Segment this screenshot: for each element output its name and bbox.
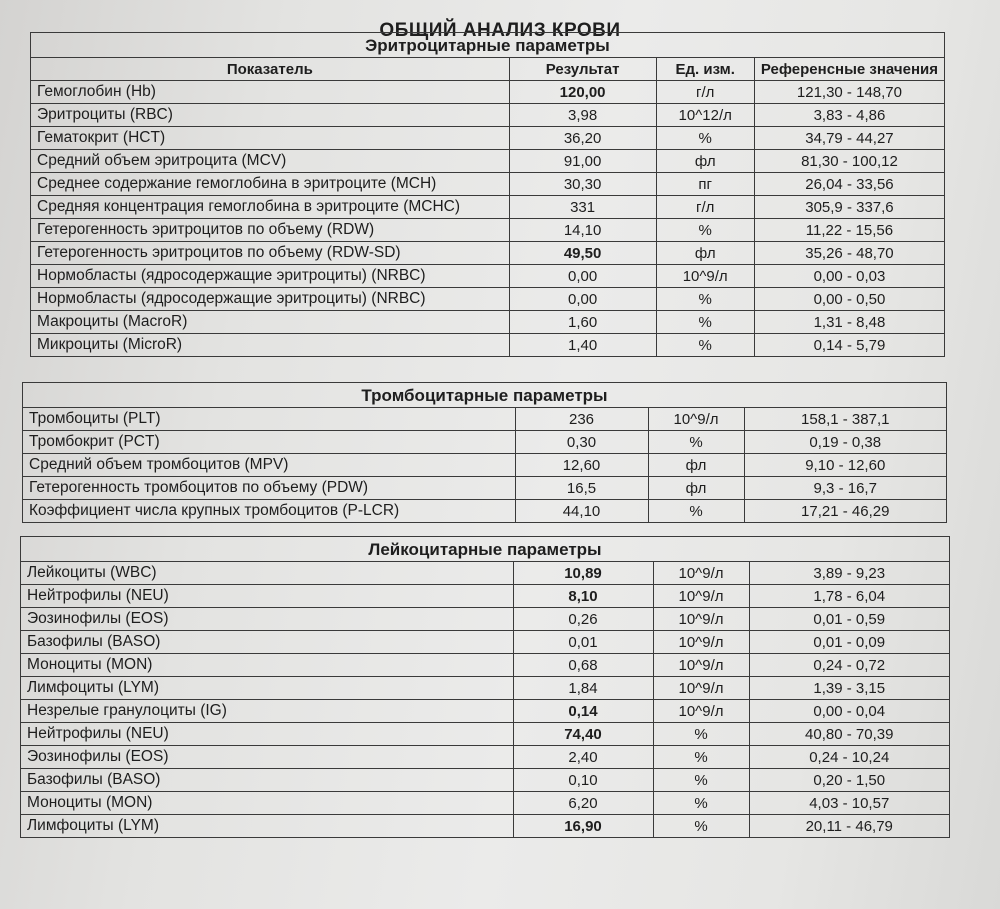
col-header-indicator: Показатель — [31, 58, 509, 81]
unit-cell: фл — [648, 454, 744, 477]
unit-cell: % — [656, 311, 754, 334]
unit-cell: 10^9/л — [653, 677, 749, 700]
result-cell: 16,5 — [515, 477, 648, 500]
result-cell: 1,60 — [509, 311, 656, 334]
result-cell: 8,10 — [513, 585, 653, 608]
table-row — [21, 631, 949, 654]
result-cell: 44,10 — [515, 500, 648, 523]
indicator-cell: Гематокрит (HCT) — [31, 127, 509, 150]
reference-cell: 1,39 - 3,15 — [749, 677, 949, 700]
reference-cell: 1,78 - 6,04 — [749, 585, 949, 608]
table-row — [23, 408, 946, 431]
indicator-cell: Гетерогенность эритроцитов по объему (RDW-SD) — [31, 242, 509, 265]
result-cell: 0,68 — [513, 654, 653, 677]
unit-cell: 10^9/л — [653, 631, 749, 654]
result-cell: 1,84 — [513, 677, 653, 700]
reference-cell: 34,79 - 44,27 — [754, 127, 944, 150]
result-cell: 331 — [509, 196, 656, 219]
reference-cell: 9,3 - 16,7 — [744, 477, 946, 500]
indicator-cell: Средняя концентрация гемоглобина в эритроците (MCHC) — [31, 196, 509, 219]
result-cell: 120,00 — [509, 81, 656, 104]
unit-cell: % — [653, 746, 749, 769]
section-erythrocyte — [30, 32, 945, 357]
result-cell: 74,40 — [513, 723, 653, 746]
indicator-cell: Эозинофилы (EOS) — [21, 746, 513, 769]
unit-cell: % — [653, 723, 749, 746]
result-cell: 30,30 — [509, 173, 656, 196]
indicator-cell: Эритроциты (RBC) — [31, 104, 509, 127]
reference-cell: 0,00 - 0,04 — [749, 700, 949, 723]
indicator-cell: Макроциты (MacroR) — [31, 311, 509, 334]
table-row — [21, 677, 949, 700]
results-table — [21, 561, 949, 837]
table-row — [31, 311, 944, 334]
table-row — [31, 173, 944, 196]
result-cell: 6,20 — [513, 792, 653, 815]
unit-cell: % — [653, 769, 749, 792]
reference-cell: 0,00 - 0,50 — [754, 288, 944, 311]
result-cell: 2,40 — [513, 746, 653, 769]
indicator-cell: Тромбоциты (PLT) — [23, 408, 515, 431]
unit-cell: % — [648, 500, 744, 523]
reference-cell: 305,9 - 337,6 — [754, 196, 944, 219]
reference-cell: 17,21 - 46,29 — [744, 500, 946, 523]
table-row — [31, 196, 944, 219]
reference-cell: 3,83 - 4,86 — [754, 104, 944, 127]
indicator-cell: Коэффициент числа крупных тромбоцитов (P-LCR) — [23, 500, 515, 523]
result-cell: 0,01 — [513, 631, 653, 654]
result-cell: 16,90 — [513, 815, 653, 838]
table-row — [23, 431, 946, 454]
result-cell: 49,50 — [509, 242, 656, 265]
table-row — [21, 769, 949, 792]
reference-cell: 26,04 - 33,56 — [754, 173, 944, 196]
reference-cell: 0,00 - 0,03 — [754, 265, 944, 288]
result-cell: 3,98 — [509, 104, 656, 127]
indicator-cell: Моноциты (MON) — [21, 792, 513, 815]
indicator-cell: Микроциты (MicroR) — [31, 334, 509, 357]
unit-cell: % — [656, 127, 754, 150]
reference-cell: 0,01 - 0,59 — [749, 608, 949, 631]
section-platelet — [22, 382, 947, 523]
table-row — [21, 792, 949, 815]
col-header-reference: Референсные значения — [754, 58, 944, 81]
reference-cell: 4,03 - 10,57 — [749, 792, 949, 815]
table-row — [31, 288, 944, 311]
indicator-cell: Нейтрофилы (NEU) — [21, 585, 513, 608]
result-cell: 236 — [515, 408, 648, 431]
result-cell: 36,20 — [509, 127, 656, 150]
indicator-cell: Лимфоциты (LYM) — [21, 815, 513, 838]
result-cell: 14,10 — [509, 219, 656, 242]
section-title: Тромбоцитарные параметры — [361, 386, 608, 405]
reference-cell: 0,01 - 0,09 — [749, 631, 949, 654]
indicator-cell: Нормобласты (ядросодержащие эритроциты) (NRBC) — [31, 288, 509, 311]
table-row — [31, 334, 944, 357]
table-header-row — [31, 58, 944, 81]
table-row — [21, 562, 949, 585]
table-row — [21, 608, 949, 631]
result-cell: 12,60 — [515, 454, 648, 477]
unit-cell: фл — [656, 242, 754, 265]
reference-cell: 3,89 - 9,23 — [749, 562, 949, 585]
unit-cell: % — [653, 815, 749, 838]
unit-cell: 10^9/л — [648, 408, 744, 431]
indicator-cell: Незрелые гранулоциты (IG) — [21, 700, 513, 723]
reference-cell: 40,80 - 70,39 — [749, 723, 949, 746]
indicator-cell: Моноциты (MON) — [21, 654, 513, 677]
col-header-result: Результат — [509, 58, 656, 81]
indicator-cell: Среднее содержание гемоглобина в эритроците (MCH) — [31, 173, 509, 196]
result-cell: 1,40 — [509, 334, 656, 357]
indicator-cell: Гетерогенность тромбоцитов по объему (PDW) — [23, 477, 515, 500]
indicator-cell: Нормобласты (ядросодержащие эритроциты) (NRBC) — [31, 265, 509, 288]
indicator-cell: Лейкоциты (WBC) — [21, 562, 513, 585]
unit-cell: пг — [656, 173, 754, 196]
reference-cell: 9,10 - 12,60 — [744, 454, 946, 477]
indicator-cell: Средний объем тромбоцитов (MPV) — [23, 454, 515, 477]
indicator-cell: Средний объем эритроцита (MCV) — [31, 150, 509, 173]
unit-cell: % — [656, 334, 754, 357]
unit-cell: г/л — [656, 196, 754, 219]
unit-cell: 10^9/л — [653, 700, 749, 723]
indicator-cell: Нейтрофилы (NEU) — [21, 723, 513, 746]
table-row — [23, 454, 946, 477]
table-row — [31, 150, 944, 173]
table-row — [31, 219, 944, 242]
section-title: Эритроцитарные параметры — [365, 36, 610, 55]
reference-cell: 0,20 - 1,50 — [749, 769, 949, 792]
unit-cell: фл — [648, 477, 744, 500]
unit-cell: % — [656, 288, 754, 311]
reference-cell: 35,26 - 48,70 — [754, 242, 944, 265]
reference-cell: 158,1 - 387,1 — [744, 408, 946, 431]
unit-cell: 10^9/л — [653, 654, 749, 677]
table-row — [23, 500, 946, 523]
unit-cell: % — [653, 792, 749, 815]
result-cell: 0,14 — [513, 700, 653, 723]
reference-cell: 81,30 - 100,12 — [754, 150, 944, 173]
table-row — [23, 477, 946, 500]
result-cell: 0,00 — [509, 288, 656, 311]
indicator-cell: Эозинофилы (EOS) — [21, 608, 513, 631]
table-row — [21, 815, 949, 838]
indicator-cell: Тромбокрит (PCT) — [23, 431, 515, 454]
unit-cell: 10^9/л — [653, 562, 749, 585]
reference-cell: 1,31 - 8,48 — [754, 311, 944, 334]
results-table — [23, 407, 946, 522]
result-cell: 91,00 — [509, 150, 656, 173]
reference-cell: 121,30 - 148,70 — [754, 81, 944, 104]
section-title: Лейкоцитарные параметры — [368, 540, 602, 559]
results-table — [31, 57, 944, 356]
table-row — [31, 81, 944, 104]
reference-cell: 0,19 - 0,38 — [744, 431, 946, 454]
unit-cell: г/л — [656, 81, 754, 104]
result-cell: 0,00 — [509, 265, 656, 288]
indicator-cell: Гетерогенность эритроцитов по объему (RDW) — [31, 219, 509, 242]
unit-cell: 10^9/л — [656, 265, 754, 288]
indicator-cell: Базофилы (BASO) — [21, 631, 513, 654]
reference-cell: 0,24 - 10,24 — [749, 746, 949, 769]
result-cell: 0,26 — [513, 608, 653, 631]
result-cell: 10,89 — [513, 562, 653, 585]
result-cell: 0,30 — [515, 431, 648, 454]
table-row — [21, 654, 949, 677]
col-header-unit: Ед. изм. — [656, 58, 754, 81]
unit-cell: 10^9/л — [653, 585, 749, 608]
table-row — [21, 746, 949, 769]
table-row — [31, 127, 944, 150]
table-row — [21, 700, 949, 723]
table-row — [31, 265, 944, 288]
unit-cell: фл — [656, 150, 754, 173]
table-row — [21, 585, 949, 608]
table-row — [31, 104, 944, 127]
indicator-cell: Базофилы (BASO) — [21, 769, 513, 792]
result-cell: 0,10 — [513, 769, 653, 792]
unit-cell: % — [656, 219, 754, 242]
unit-cell: 10^9/л — [653, 608, 749, 631]
indicator-cell: Лимфоциты (LYM) — [21, 677, 513, 700]
document-title: ОБЩИЙ АНАЛИЗ КРОВИ — [379, 20, 621, 41]
indicator-cell: Гемоглобин (Hb) — [31, 81, 509, 104]
reference-cell: 0,24 - 0,72 — [749, 654, 949, 677]
reference-cell: 20,11 - 46,79 — [749, 815, 949, 838]
reference-cell: 0,14 - 5,79 — [754, 334, 944, 357]
section-leukocyte — [20, 536, 950, 838]
unit-cell: 10^12/л — [656, 104, 754, 127]
unit-cell: % — [648, 431, 744, 454]
reference-cell: 11,22 - 15,56 — [754, 219, 944, 242]
table-row — [21, 723, 949, 746]
table-row — [31, 242, 944, 265]
